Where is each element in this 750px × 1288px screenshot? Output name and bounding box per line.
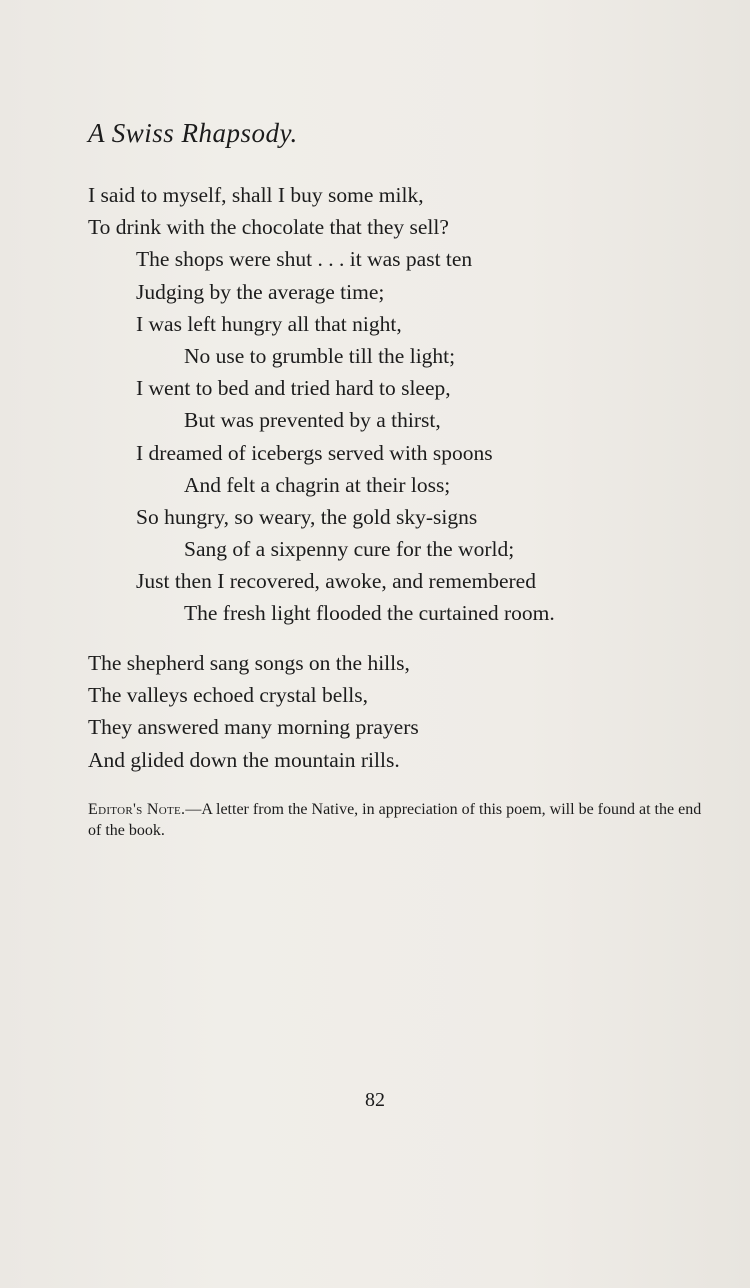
poem-line: They answered many morning prayers [88,715,419,740]
stanza-2 [88,647,419,776]
poem-line: Judging by the average time; [136,279,385,304]
poem-line: And felt a chagrin at their loss; [184,472,451,497]
poem-line: I was left hungry all that night, [136,311,402,336]
poem-line: The valleys echoed crystal bells, [88,683,368,708]
poem-line: So hungry, so weary, the gold sky-signs [136,504,478,529]
poem-line: Sang of a sixpenny cure for the world; [184,537,515,562]
poem-line: The shops were shut . . . it was past ten [136,247,473,272]
poem-line: No use to grumble till the light; [184,343,456,368]
stanza-1 [88,179,555,630]
editors-note-text: —A letter from the Native, in appreciation of this poem, will be found at the end of the book. [88,801,702,839]
poem-line: I said to myself, shall I buy some milk, [88,183,424,207]
poem-line: I dreamed of icebergs served with spoons [136,440,493,465]
poem-line: The fresh light flooded the curtained room. [184,601,555,626]
poem-line: And glided down the mountain rills. [88,747,400,772]
poem-line: The shepherd sang songs on the hills, [88,651,410,675]
page-number: 82 [365,1089,385,1111]
poem-line: Just then I recovered, awoke, and remembered [136,569,536,594]
poem-line: I went to bed and tried hard to sleep, [136,376,451,401]
poem-line: But was prevented by a thirst, [184,408,441,433]
poem-title: A Swiss Rhapsody. [88,118,298,148]
editors-note [88,799,718,841]
poem-line: To drink with the chocolate that they sell? [88,215,449,240]
editors-note-label: Editor's Note. [88,801,186,818]
